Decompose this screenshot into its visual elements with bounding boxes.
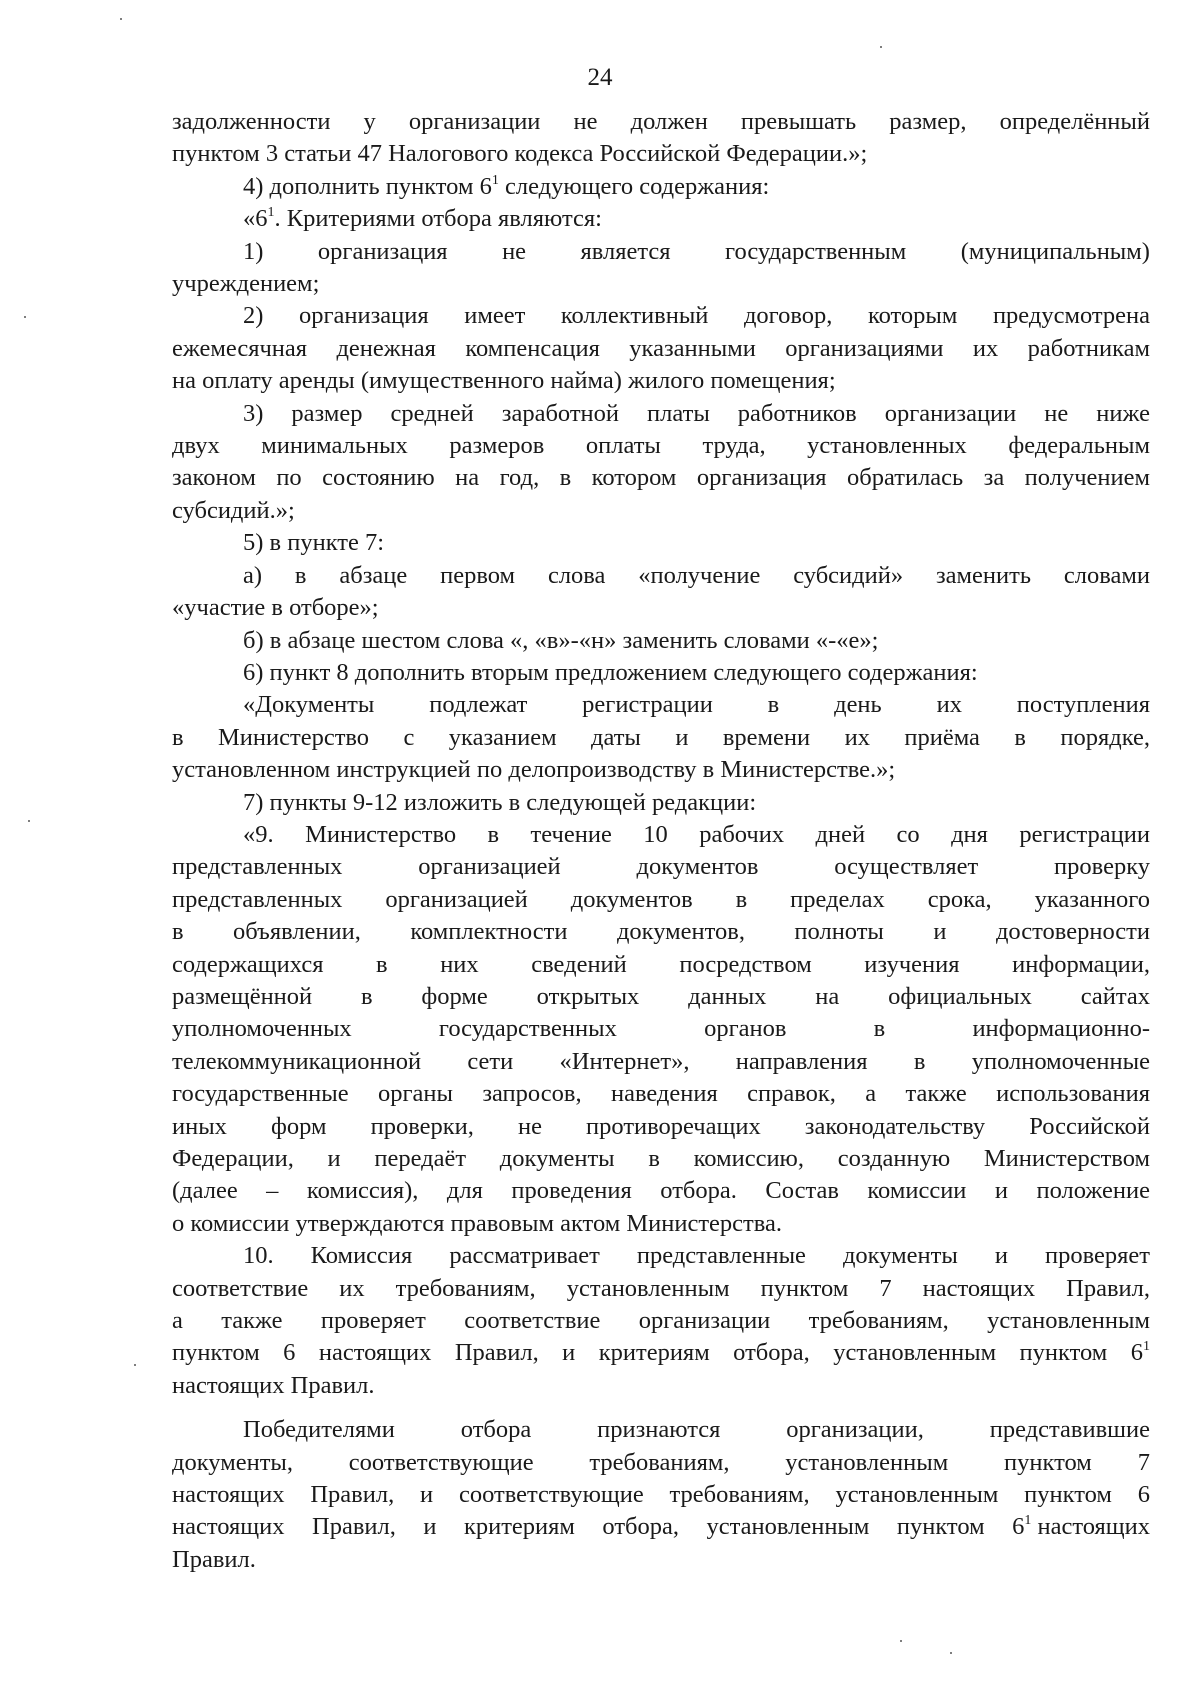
paragraph-amend-7: 7) пункты 9-12 изложить в следующей редакции: — [243, 788, 757, 816]
paragraph-amend-4 — [172, 171, 1150, 203]
text-line: учреждением; — [172, 270, 320, 298]
document-body — [172, 106, 1150, 1576]
text-line: о комиссии утверждаются правовым актом Министерства. — [172, 1209, 782, 1237]
paragraph-amend-6: 6) пункт 8 дополнить вторым предложением следующего содержания: — [243, 658, 978, 686]
scan-speck — [24, 316, 26, 318]
word: не — [502, 237, 527, 265]
text-span: . Критериями отбора являются: — [274, 205, 602, 233]
scan-speck — [950, 1652, 952, 1654]
text-line: соответствие их требованиям, установленным пунктом 7 настоящих Правил, — [172, 1274, 1150, 1302]
text-line: Федерации, и передаёт документы в комиссию, созданную Министерством — [172, 1145, 1150, 1172]
text-line: задолженности у организации не должен превышать размер, определённый — [172, 108, 1150, 135]
text-span: 7 — [1137, 1448, 1150, 1476]
superscript: 1 — [491, 172, 499, 188]
text-line: настоящих Правил, и соответствующие требованиям, установленным пунктом 6 — [172, 1481, 1150, 1509]
word: 1) — [243, 237, 264, 265]
paragraph-criterion-2 — [172, 300, 1150, 397]
superscript: 1 — [1024, 1513, 1032, 1529]
paragraph-amend-5a — [172, 560, 1150, 625]
text-line: размещённой в форме открытых данных на официальных сайтах — [172, 982, 1150, 1010]
text-line: двух минимальных размеров оплаты труда, установленных федеральным — [172, 432, 1150, 460]
text-line: представленных организацией документов в пределах срока, указанного — [172, 885, 1150, 913]
text-span: следующего содержания: — [498, 172, 770, 200]
text-line: а также проверяет соответствие организации требованиям, установленным — [172, 1307, 1150, 1335]
paragraph-winners — [172, 1414, 1150, 1576]
text-line: (далее – комиссия), для проведения отбора. Состав комиссии и положение — [172, 1177, 1150, 1205]
word: государственным — [725, 237, 907, 265]
text-span: настоящих Правил, и критериям отбора, установленным пунктом 6 — [172, 1513, 1025, 1541]
text-line: на оплату аренды (имущественного найма) жилого помещения; — [172, 367, 836, 395]
scan-speck — [28, 820, 30, 822]
text-line: содержащихся в них сведений посредством изучения информации, — [172, 950, 1150, 978]
text-line: государственные органы запросов, наведения справок, а также использования — [172, 1080, 1150, 1108]
text-line: а) в абзаце первом слова «получение субсидий» заменить словами — [243, 561, 1150, 589]
paragraph-arrears — [172, 106, 1150, 171]
text-line: пунктом 3 статьи 47 Налогового кодекса Российской Федерации.»; — [172, 140, 868, 168]
paragraph-criterion-1 — [172, 236, 1150, 301]
paragraph-documents-registration — [172, 689, 1150, 786]
text-line — [172, 1511, 1150, 1543]
scan-speck — [880, 46, 882, 48]
superscript: 1 — [1143, 1339, 1150, 1355]
text-span: 4) дополнить пунктом 6 — [243, 172, 492, 200]
text-line: иных форм проверки, не противоречащих законодательству Российской — [172, 1112, 1150, 1140]
scan-speck — [900, 1640, 902, 1642]
scan-speck — [134, 1364, 136, 1366]
text-line: настоящих Правил. — [172, 1371, 375, 1399]
text-line: «участие в отборе»; — [172, 594, 379, 622]
text-line: «Документы подлежат регистрации в день их поступления — [243, 691, 1150, 719]
text-line: 2) организация имеет коллективный договор, которым предусмотрена — [243, 302, 1150, 330]
text-line: законом по состоянию на год, в котором организация обратилась за получением — [172, 464, 1150, 492]
text-line — [172, 1337, 1150, 1369]
text-line: 3) размер средней заработной платы работников организации не ниже — [243, 399, 1150, 427]
paragraph-criterion-3 — [172, 398, 1150, 528]
paragraph-item-10 — [172, 1240, 1150, 1402]
text-line — [172, 1447, 1150, 1479]
word: является — [580, 237, 671, 265]
text-line: в Министерство с указанием даты и времени их приёма в порядке, — [172, 723, 1150, 751]
scan-speck — [120, 18, 122, 20]
paragraph-amend-5: 5) в пункте 7: — [243, 529, 385, 557]
text-line: Правил. — [172, 1545, 256, 1573]
text-line: представленных организацией документов осуществляет проверку — [172, 853, 1150, 881]
text-line: Победителями отбора признаются организации, представившие — [243, 1416, 1150, 1444]
text-line: 10. Комиссия рассматривает представленные документы и проверяет — [243, 1242, 1150, 1270]
paragraph-item-9 — [172, 819, 1150, 1240]
text-line: субсидий.»; — [172, 496, 295, 524]
text-span: настоящих — [1031, 1513, 1150, 1541]
text-span: документы, соответствующие требованиям, установленным пунктом — [172, 1448, 1092, 1476]
text-line: уполномоченных государственных органов в информационно- — [172, 1015, 1150, 1043]
text-span: пунктом 6 настоящих Правил, и критериям отбора, установленным пунктом 6 — [172, 1339, 1143, 1367]
text-line: ежемесячная денежная компенсация указанными организациями их работникам — [172, 334, 1150, 362]
paragraph-criteria-heading — [172, 203, 1150, 235]
superscript: 1 — [267, 205, 275, 221]
page-number: 24 — [587, 64, 613, 91]
word: организация — [317, 237, 448, 265]
text-line — [172, 236, 1150, 268]
text-span: «6 — [243, 205, 268, 233]
text-line: установленном инструкцией по делопроизводству в Министерстве.»; — [172, 756, 896, 784]
text-span — [172, 1511, 1031, 1543]
paragraph-amend-5b: б) в абзаце шестом слова «, «в»-«н» заменить словами «-«е»; — [243, 626, 879, 654]
word: (муниципальным) — [960, 237, 1150, 265]
text-line: в объявлении, комплектности документов, полноты и достоверности — [172, 918, 1150, 946]
text-line: телекоммуникационной сети «Интернет», направления в уполномоченные — [172, 1047, 1150, 1075]
text-line: «9. Министерство в течение 10 рабочих дней со дня регистрации — [243, 820, 1150, 848]
